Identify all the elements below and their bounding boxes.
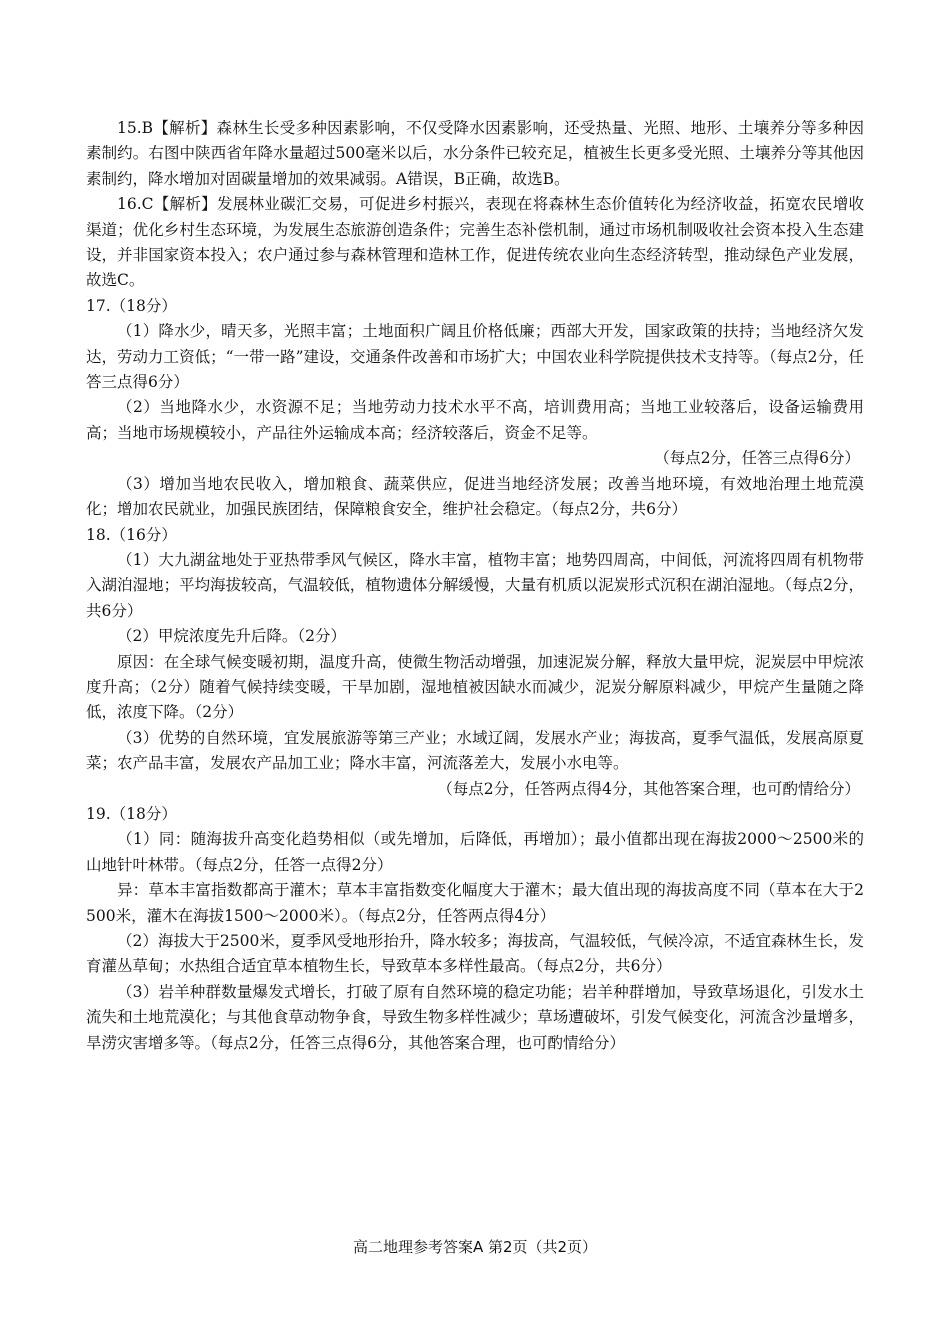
answer-paragraph: （3）优势的自然环境，宜发展旅游等第三产业；水域辽阔，发展水产业；海拔高，夏季气温低，发展高原夏菜；农产品丰富，发展农产品加工业；降水丰富，河流落差大，发展小水电等。 bbox=[86, 728, 864, 773]
answer-paragraph: 16.C【解析】发展林业碳汇交易，可促进乡村振兴，表现在将森林生态价值转化为经济收益，拓宽农民增收渠道；优化乡村生态环境，为发展生态旅游创造条件；完善生态补偿机制，通过市场机制吸收社会资本投入生态建设，并非国家资本投入；农户通过参与森林管理和造林工作，促进传统农业向生态经济转型，推动绿色产业发展，故选C。 bbox=[86, 195, 864, 290]
question-heading: 18.（16分） bbox=[86, 525, 177, 544]
answer-paragraph: （1）同：随海拔升高变化趋势相似（或先增加，后降低，再增加）；最小值都出现在海拔2000～2500米的山地针叶林带。（每点2分，任答一点得2分） bbox=[86, 830, 864, 874]
answer-content bbox=[86, 116, 864, 1056]
page-footer: 高二地理参考答案A 第2页（共2页） bbox=[352, 1238, 598, 1256]
answer-paragraph: （1）降水少，晴天多，光照丰富；土地面积广阔且价格低廉；西部大开发，国家政策的扶持；当地经济欠发达，劳动力工资低；“一带一路”建设，交通条件改善和市场扩大；中国农业科学院提供技术支持等。（每点2分，任答三点得6分） bbox=[86, 322, 864, 392]
answer-paragraph: （每点2分，任答两点得4分，其他答案合理，也可酌情给分） bbox=[437, 779, 860, 798]
question-heading: 17.（18分） bbox=[86, 296, 177, 315]
answer-paragraph: （2）当地降水少，水资源不足；当地劳动力技术水平不高，培训费用高；当地工业较落后，设备运输费用高；当地市场规模较小，产品往外运输成本高；经济较落后，资金不足等。 bbox=[86, 398, 864, 442]
answer-paragraph: 异：草本丰富指数都高于灌木；草本丰富指数变化幅度大于灌木；最大值出现的海拔高度不同（草本在大于2500米，灌木在海拔1500～2000米）。（每点2分，任答两点得4分） bbox=[86, 881, 864, 925]
answer-paragraph: （每点2分，任答三点得6分） bbox=[654, 449, 860, 468]
answer-paragraph: 原因：在全球气候变暖初期，温度升高，使微生物活动增强，加速泥炭分解，释放大量甲烷，泥炭层中甲烷浓度升高；（2分）随着气候持续变暖，干旱加剧，湿地植被因缺水而减少，泥炭分解原料减少，甲烷产生量随之降低，浓度下降。（2分） bbox=[86, 652, 864, 722]
question-heading: 19.（18分） bbox=[86, 804, 177, 823]
answer-paragraph: （2）甲烷浓度先升后降。（2分） bbox=[117, 627, 346, 646]
answer-paragraph: （1）大九湖盆地处于亚热带季风气候区，降水丰富，植物丰富；地势四周高，中间低，河流将四周有机物带入湖泊湿地；平均海拔较高，气温较低，植物遗体分解缓慢，大量有机质以泥炭形式沉积在湖泊湿地。（每点2分，共6分） bbox=[86, 550, 864, 620]
answer-paragraph: （3）岩羊种群数量爆发式增长，打破了原有自然环境的稳定功能；岩羊种群增加，导致草场退化，引发水土流失和土地荒漠化；与其他食草动物争食，导致生物多样性减少；草场遭破坏，引发气候变化，河流含沙量增多，旱涝灾害增多等。（每点2分，任答三点得6分，其他答案合理，也可酌情给分） bbox=[86, 982, 864, 1052]
answer-paragraph: 15.B【解析】森林生长受多种因素影响，不仅受降水因素影响，还受热量、光照、地形、土壤养分等多种因素制约。右图中陕西省年降水量超过500毫米以后，水分条件已较充足，植被生长更多受光照、土壤养分等其他因素制约，降水增加对固碳量增加的效果减弱。A错误，B正确，故选B。 bbox=[86, 119, 864, 188]
answer-paragraph: （3）增加当地农民收入，增加粮食、蔬菜供应，促进当地经济发展；改善当地环境，有效地治理土地荒漠化；增加农民就业，加强民族团结，保障粮食安全，维护社会稳定。（每点2分，共6分） bbox=[86, 474, 864, 519]
answer-paragraph: （2）海拔大于2500米，夏季风受地形抬升，降水较多；海拔高，气温较低，气候冷凉，不适宜森林生长，发育灌丛草甸；水热组合适宜草本植物生长，导致草本多样性最高。（每点2分，共6分） bbox=[86, 932, 864, 976]
